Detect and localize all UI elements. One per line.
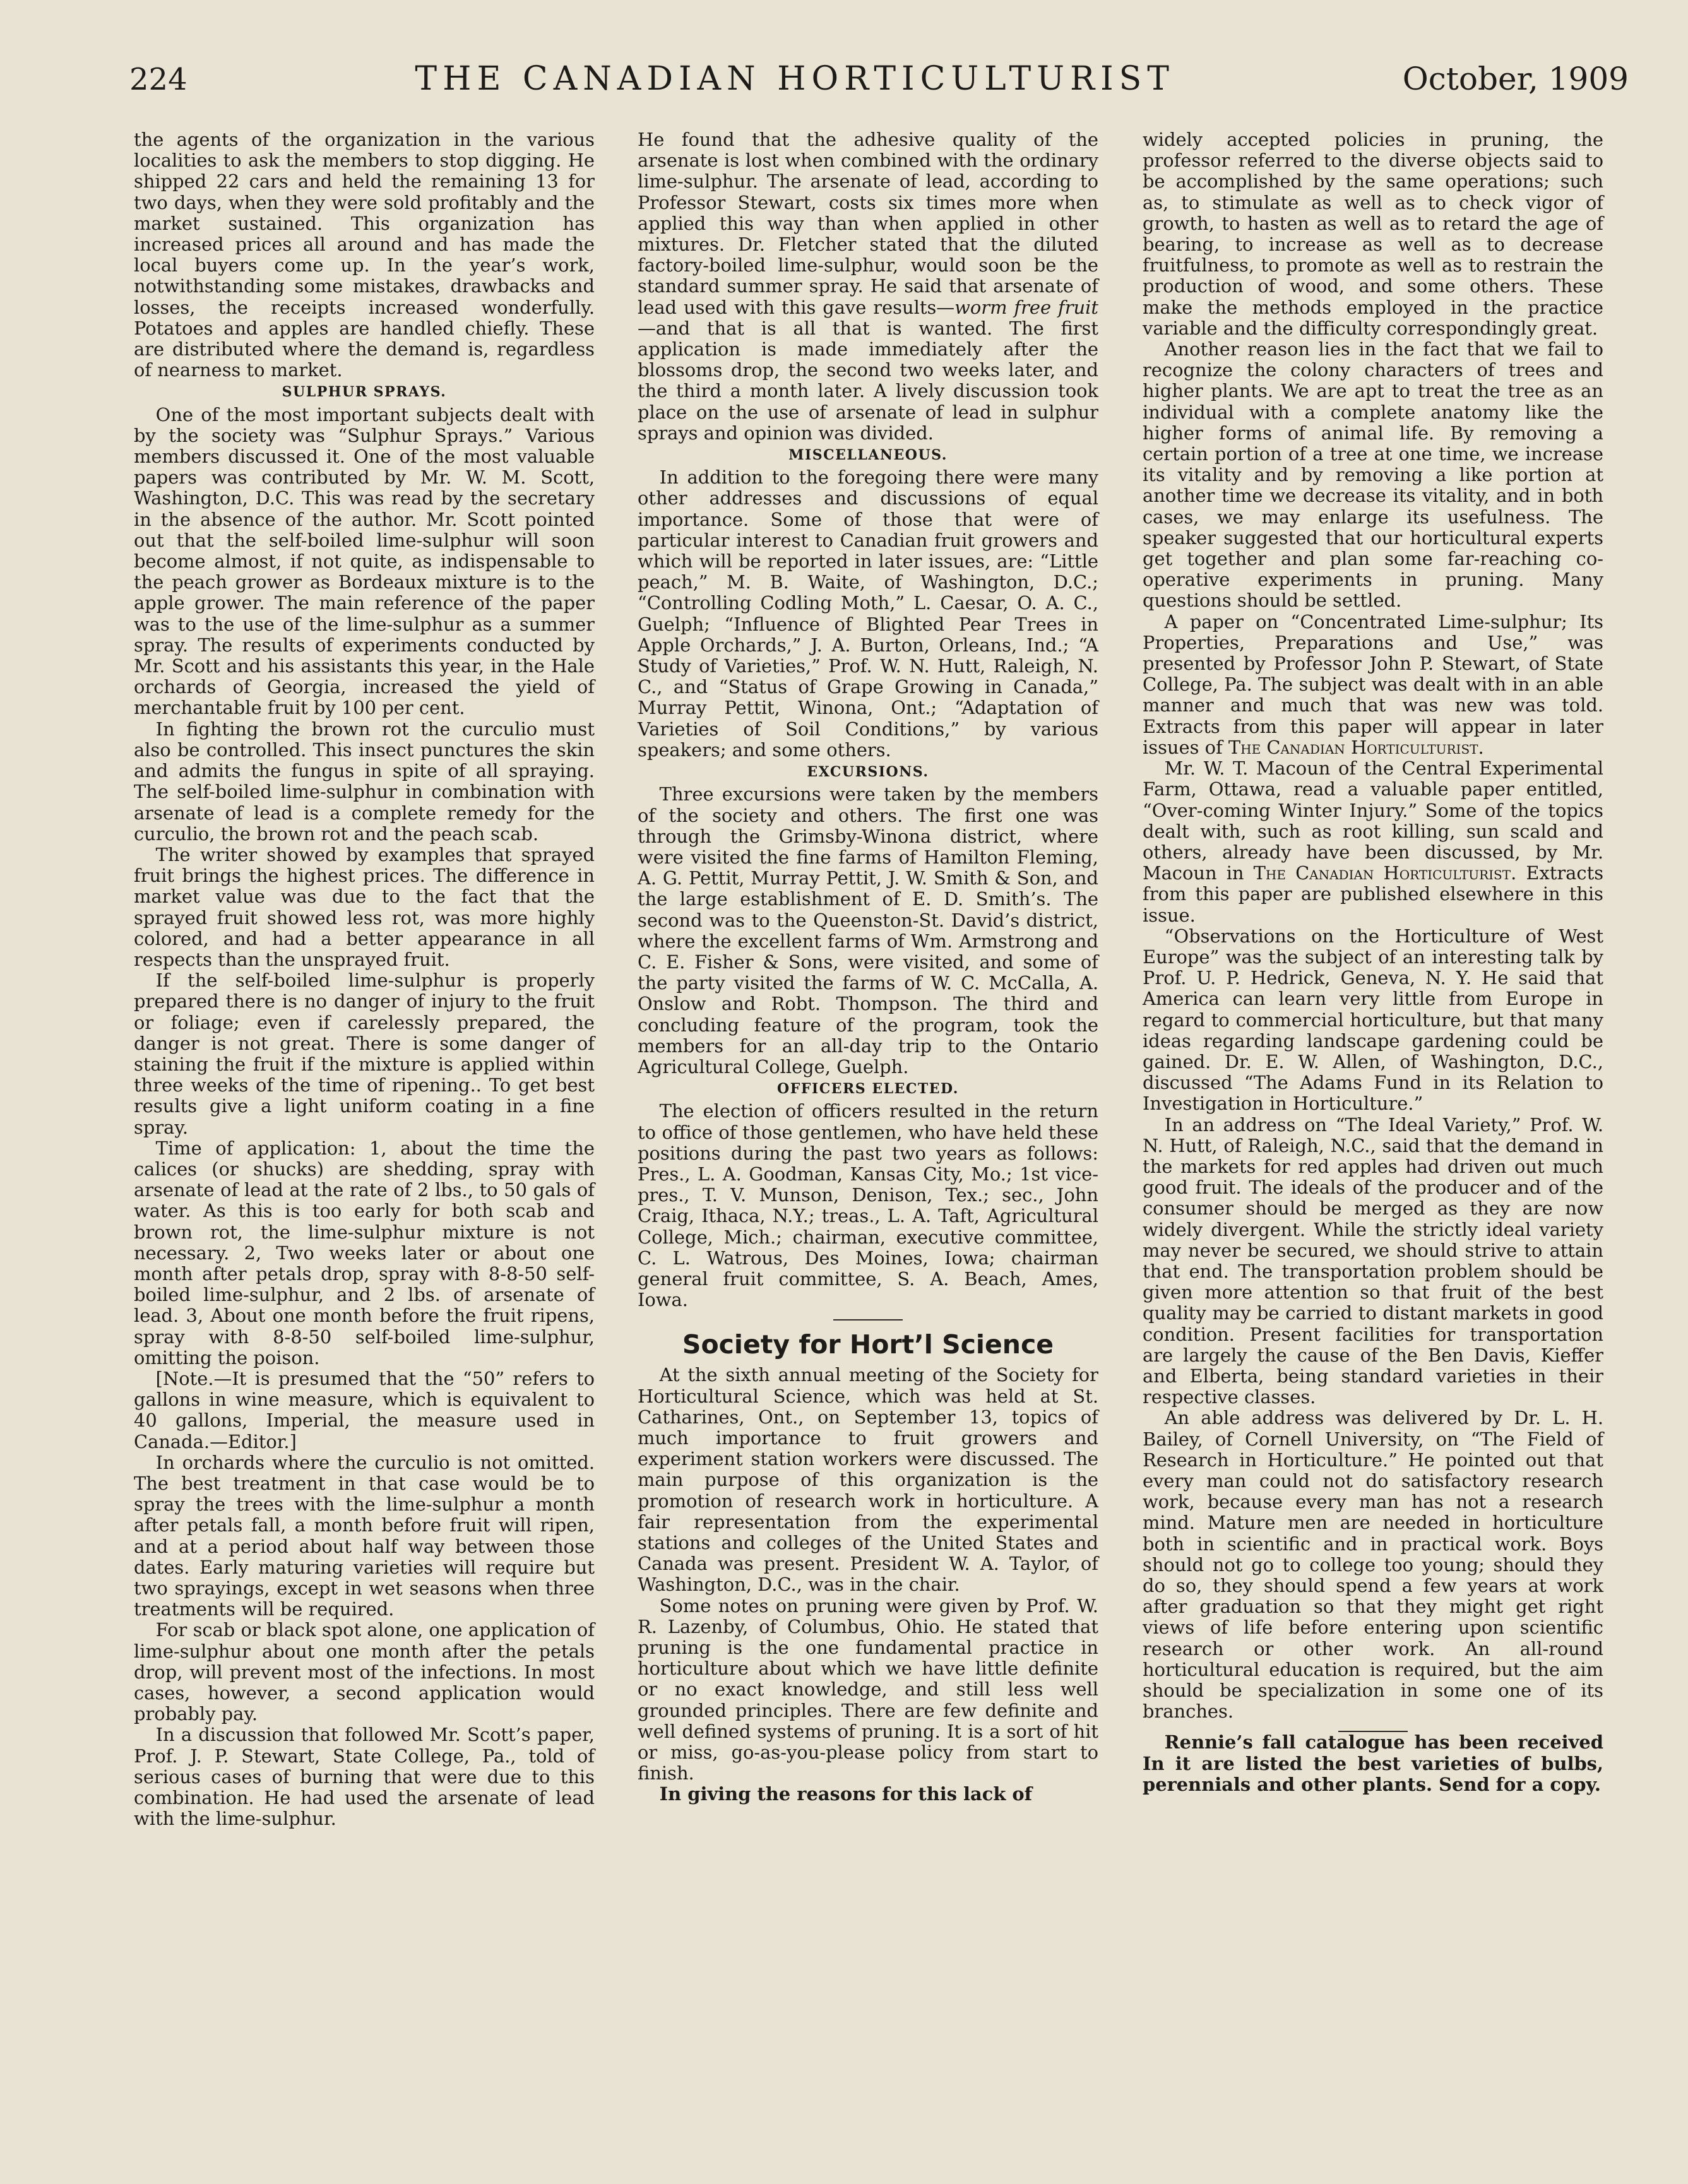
page-number: 224: [129, 62, 187, 97]
paragraph: At the sixth annual meeting of the Society for Horticultural Science, which was held at St. Catharines, Ont., on September 13, topics of much importance to fruit growers and experiment station workers were discussed. The main purpose of this organization is the promotion of research work in horticulture. A fair representation from the experimental stations and colleges of the United States and Canada was present. President W. A. Taylor, of Washington, D.C., was in the chair.: [638, 1364, 1098, 1596]
section-divider: [833, 1319, 903, 1320]
paragraph: In fighting the brown rot the curculio must also be controlled. This insect punctures the skin and admits the fungus in spite of all spraying. The self-boiled lime-sulphur in combination with arsenate of lead is a complete remedy for the curculio, the brown rot and the peach scab.: [134, 718, 595, 845]
issue-date: October, 1909: [1402, 61, 1629, 97]
section-heading-sulphur-sprays: SULPHUR SPRAYS.: [282, 384, 447, 401]
section-heading-miscellaneous: MISCELLANEOUS.: [788, 447, 948, 464]
journal-title: THE CANADIAN HORTICULTURIST: [415, 60, 1175, 98]
paragraph: One of the most important subjects dealt with by the society was “Sulphur Sprays.” Various members discussed it. One of the most valuable papers was contributed by Mr. W. M. Scott, Washington, D.C. This was read by the secretary in the absence of the author. Mr. Scott pointed out that the self-boiled lime-sulphur will soon become almost, if not quite, as indispensable to the peach grower as Bordeaux mixture is to the apple grower. The main reference of the paper was to the use of the lime-sulphur as a summer spray. The results of experiments conducted by Mr. Scott and his assistants this year, in the Hale orchards of Georgia, increased the yield of merchantable fruit by 100 per cent.: [134, 403, 595, 719]
paragraph: The election of officers resulted in the return to office of those gentlemen, who have held these positions during the past two years as follows: Pres., L. A. Goodman, Kansas City, Mo.; 1st vice-pres., T. V. Munson, Denison, Tex.; sec., John Craig, Ithaca, N.Y.; treas., L. A. Taft, Agricultural College, Mich.; chairman, executive committee, C. L. Watrous, Des Moines, Iowa; chairman general fruit committee, S. A. Beach, Ames, Iowa.: [638, 1100, 1098, 1311]
paragraph: the agents of the organization in the various localities to ask the members to stop digging. He shipped 22 cars and held the remaining 13 for two days, when they were sold profitably and the market sustained. This organization has increased prices all around and has made the local buyers come up. In the year’s work, notwithstanding some mistakes, drawbacks and losses, the receipts increased wonderfully. Potatoes and apples are handled chiefly. These are distributed where the demand is, regardless of nearness to market.: [134, 129, 595, 381]
column-3: [1143, 129, 1603, 1795]
paragraph: Some notes on pruning were given by Prof. W. R. Lazenby, of Columbus, Ohio. He stated that pruning is the one fundamental practice in horticulture about which we have little definite or no exact knowledge, and still less well grounded principles. There are few definite and well defined systems of pruning. It is a sort of hit or miss, go-as-you-please policy from start to finish.: [638, 1594, 1098, 1784]
paragraph: “Observations on the Horticulture of West Europe” was the subject of an interesting talk by Prof. U. P. Hedrick, Geneva, N. Y. He said that America can learn very little from Europe in regard to commercial horticulture, but that many ideas regarding landscape gardening could be gained. Dr. E. W. Allen, of Washington, D.C., discussed “The Adams Fund in its Relation to Investigation in Horticulture.”: [1143, 925, 1603, 1115]
paragraph: He found that the adhesive quality of the arsenate is lost when combined with the ordinary lime-sulphur. The arsenate of lead, according to Professor Stewart, costs six times more when applied this way than when applied in other mixtures. Dr. Fletcher stated that the diluted factory-boiled lime-sulphur, would soon be the standard summer spray. He said that arsenate of lead used with this gave results—worm free fruit—and that is all that is wanted. The first application is made immediately after the blossoms drop, the second two weeks later, and the third a month later. A lively discussion took place on the use of arsenate of lead in sulphur sprays and opinion was divided.: [638, 129, 1098, 444]
column-1: [134, 129, 595, 1829]
paragraph: In an address on “The Ideal Variety,” Prof. W. N. Hutt, of Raleigh, N.C., said that the demand in the markets for red apples had driven out much good fruit. The ideals of the producer and of the consumer should be merged as they are now widely divergent. While the strictly ideal variety may never be secured, we should strive to attain that end. The transportation problem should be given more attention so that fruit of the best quality may be carried to distant markets in good condition. Present facilities for transportation are largely the cause of the Ben Davis, Kieffer and Elberta, being standard varieties in their respective classes.: [1143, 1113, 1603, 1408]
emphasis: worm free fruit: [954, 296, 1098, 318]
page-header: [129, 60, 1629, 117]
paragraph: An able address was delivered by Dr. L. H. Bailey, of Cornell University, on “The Field of Research in Horticulture.” He pointed out that every man could not do satisfactory research work, because every man has not a research mind. Mature men are needed in horticulture both in scientific and in practical work. Boys should not go to college too young; should they do so, they should spend a few years at work after graduation so that they might get right views of life before entering upon scientific research or other work. An all-round horticultural education is required, but the aim should be specialization in some one of its branches.: [1143, 1407, 1603, 1723]
notice-paragraph: Rennie’s fall catalogue has been received In it are listed the best varieties of bulbs, perennials and other plants. Send for a copy.: [1143, 1731, 1603, 1795]
paragraph: For scab or black spot alone, one application of lime-sulphur about one month after the petals drop, will prevent most of the infections. In most cases, however, a second application would probably pay.: [134, 1619, 595, 1725]
paragraph: widely accepted policies in pruning, the professor referred to the diverse objects said to be accomplished by the same operations; such as, to stimulate as well as to check vigor of growth, to hasten as well as to retard the age of bearing, to increase as well as to decrease fruitfulness, to promote as well as to restrain the production of wood, and some others. These make the methods employed in the practice variable and the difficulty correspondingly great.: [1143, 129, 1603, 339]
paragraph: In a discussion that followed Mr. Scott’s paper, Prof. J. P. Stewart, State College, Pa., told of serious cases of burning that were due to this combination. He had used the arsenate of lead with the lime-sulphur.: [134, 1724, 595, 1830]
column-2: [638, 129, 1098, 1805]
paragraph: In addition to the foregoing there were many other addresses and discussions of equal importance. Some of those that were of particular interest to Canadian fruit growers and which will be reported in later issues, are: “Little peach,” M. B. Waite, of Washington, D.C.; “Controlling Codling Moth,” L. Caesar, O. A. C., Guelph; “Influence of Blighted Pear Trees in Apple Orchards,” J. A. Burton, Orleans, Ind.; “A Study of Varieties,” Prof. W. N. Hutt, Raleigh, N. C., and “Status of Grape Growing in Canada,” Murray Pettit, Winona, Ont.; “Adaptation of Varieties of Soil Conditions,” by various speakers; and some others.: [638, 466, 1098, 761]
section-heading-excursions: EXCURSIONS.: [807, 764, 929, 781]
article-title: Society for Hort’l Science: [682, 1329, 1054, 1360]
paragraph: A paper on “Concentrated Lime-sulphur; Its Properties, Preparations and Use,” was presented by Professor John P. Stewart, of State College, Pa. The subject was dealt with in an able manner and much that was new was told. Extracts from this paper will appear in later issues of The Canadian Horticulturist.: [1143, 610, 1603, 758]
paragraph: In orchards where the curculio is not omitted. The best treatment in that case would be to spray the trees with the lime-sulphur a month after petals fall, a month before fruit will ripen, and at a period about half way between those dates. Early maturing varieties will require but two sprayings, except in wet seasons when three treatments will be required.: [134, 1451, 595, 1620]
paragraph: In giving the reasons for this lack of: [659, 1783, 1033, 1805]
section-heading-officers-elected: OFFICERS ELECTED.: [777, 1081, 959, 1098]
journal-name: The Canadian Horticulturist.: [1253, 862, 1517, 884]
paragraph: The writer showed by examples that sprayed fruit brings the highest prices. The difference in market value was due to the fact that the sprayed fruit showed less rot, was more highly colored, and had a better appearance in all respects than the unsprayed fruit.: [134, 843, 595, 970]
paragraph: If the self-boiled lime-sulphur is properly prepared there is no danger of injury to the fruit or foliage; even if carelessly prepared, the danger is not great. There is some danger of staining the fruit if the mixture is applied within three weeks of the time of ripening.. To get best results give a light uniform coating in a fine spray.: [134, 970, 595, 1138]
paragraph: Time of application: 1, about the time the calices (or shucks) are shedding, spray with arsenate of lead at the rate of 2 lbs., to 50 gals of water. As this is too early for both scab and brown rot, the lime-sulphur mixture is not necessary. 2, Two weeks later or about one month after petals drop, spray with 8-8-50 self-boiled lime-sulphur, and 2 lbs. of arsenate of lead. 3, About one month before the fruit ripens, spray with 8-8-50 self-boiled lime-sulphur, omitting the poison.: [134, 1137, 595, 1368]
paragraph: Three excursions were taken by the members of the society and others. The first one was through the Grimsby-Winona district, where were visited the fine farms of Hamilton Fleming, A. G. Pettit, Murray Pettit, J. W. Smith & Son, and the large establishment of E. D. Smith’s. The second was to the Queenston-St. David’s district, where the excellent farms of Wm. Armstrong and C. E. Fisher & Sons, were visited, and some of the party visited the farms of W. C. McCalla, A. Onslow and Robt. Thompson. The third and concluding feature of the program, took the members for an all-day trip to the Ontario Agricultural College, Guelph.: [638, 783, 1098, 1077]
journal-name: The Canadian Horticulturist.: [1228, 736, 1484, 758]
paragraph: Mr. W. T. Macoun of the Central Experimental Farm, Ottawa, read a valuable paper entitled, “Over-coming Winter Injury.” Some of the topics dealt with, such as root killing, sun scald and others, already have been discussed, by Mr. Macoun in The Canadian Horticulturist. Extracts from this paper are published elsewhere in this issue.: [1143, 757, 1604, 926]
paragraph: Another reason lies in the fact that we fail to recognize the colony characters of trees and higher plants. We are apt to treat the tree as an individual with a complete anatomy like the higher forms of animal life. By removing a certain portion of a tree at one time, we increase its vitality and by removing a like portion at another time we decrease its vitality, and in both cases, we may enlarge its usefulness. The speaker suggested that our horticultural experts get together and plan some far-reaching co-operative experiments in pruning. Many questions should be settled.: [1143, 338, 1603, 612]
editor-note: [Note.—It is presumed that the “50” refers to gallons in wine measure, which is equivalent to 40 gallons, Imperial, the measure used in Canada.—Editor.]: [134, 1367, 595, 1452]
